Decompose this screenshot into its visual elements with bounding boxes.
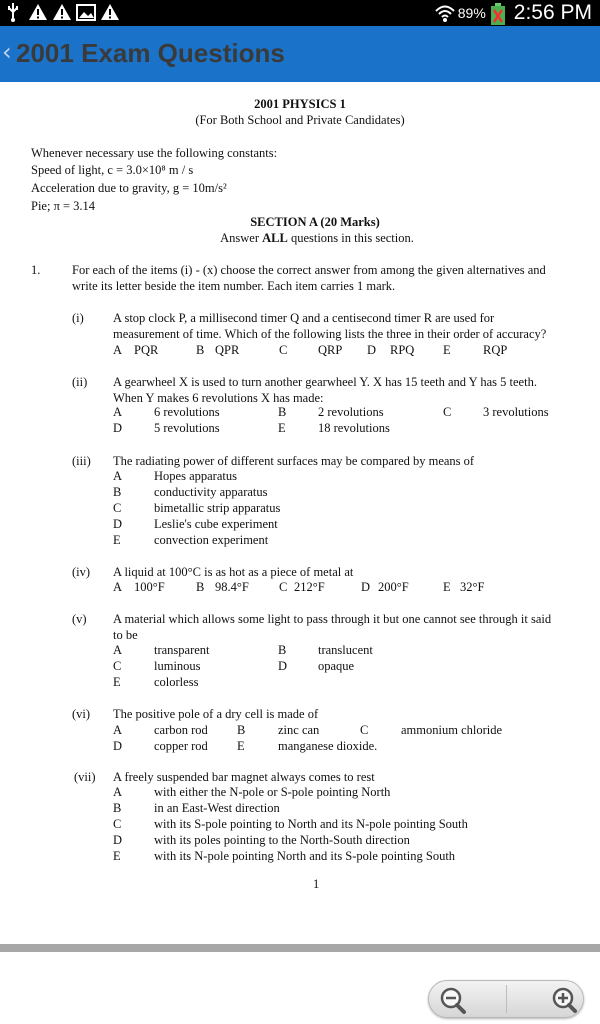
item-text: to be [113,628,138,642]
option-letter: B [196,580,205,594]
question-number: 1. [31,263,41,277]
usb-icon [4,2,22,22]
option-text: RQP [483,343,508,357]
option-text: PQR [134,343,159,357]
option-letter: C [443,405,452,419]
item-text: A material which allows some light to pass through it but one cannot see through it said [113,612,552,626]
option-letter: C [360,723,369,737]
option-text: manganese dioxide. [278,739,378,753]
warning-icon [100,2,118,22]
option-letter: B [113,801,122,815]
question-intro-line: write its letter beside the item number. Each item carries 1 mark. [72,279,396,293]
option-letter: C [279,580,288,594]
constant-gravity: Acceleration due to gravity, g = 10m/s² [31,181,227,195]
option-text: 3 revolutions [483,405,549,419]
clock: 2:56 PM [513,1,592,24]
option-text: 5 revolutions [154,421,220,435]
page-title[interactable]: 2001 Exam Questions [16,38,285,68]
option-text: QPR [215,343,240,357]
item-number: (vi) [72,707,91,721]
option-letter: D [113,833,123,847]
option-letter: D [113,739,123,753]
item-text: measurement of time. Which of the following lists the three in their order of accuracy? [113,327,547,341]
option-text: 2 revolutions [318,405,384,419]
option-text: RPQ [390,343,415,357]
option-text: with either the N-pole or S-pole pointing North [154,785,391,799]
option-text: Leslie's cube experiment [154,517,278,531]
warning-icon [52,2,70,22]
option-letter: D [278,659,288,673]
option-text: bimetallic strip apparatus [154,501,281,515]
option-letter: C [113,817,122,831]
doc-subheading: (For Both School and Private Candidates) [195,113,405,127]
option-text: 100°F [134,580,165,594]
item-text: When Y makes 6 revolutions X has made: [113,391,324,405]
item-text: A freely suspended bar magnet always comes to rest [113,770,375,784]
option-text: colorless [154,675,199,689]
constant-pie: Pie; π = 3.14 [31,199,96,213]
option-text: QRP [318,343,343,357]
option-letter: B [196,343,205,357]
option-text: 18 revolutions [318,421,390,435]
item-text: A gearwheel X is used to turn another gearwheel Y. X has 15 teeth and Y has 5 teeth. [113,375,537,389]
option-text: 32°F [460,580,485,594]
option-letter: E [278,421,286,435]
option-text: ammonium chloride [401,723,503,737]
option-letter: C [113,501,122,515]
item-number: (v) [72,612,87,626]
option-letter: E [443,580,451,594]
zoom-out-icon [429,981,507,1017]
option-letter: B [113,485,122,499]
zoom-in-button[interactable] [507,981,585,1017]
option-letter: D [361,580,371,594]
page-number: 1 [313,877,320,891]
option-text: conductivity apparatus [154,485,268,499]
option-letter: B [278,405,287,419]
wifi-icon [435,3,453,23]
option-letter: A [113,723,123,737]
option-letter: E [237,739,245,753]
item-number: (iii) [72,454,91,468]
item-number: (iv) [72,565,91,579]
option-letter: A [113,343,123,357]
option-text: luminous [154,659,201,673]
zoom-out-button[interactable] [429,981,507,1017]
constants-intro: Whenever necessary use the following constants: [31,146,278,160]
option-letter: C [113,659,122,673]
option-text: with its poles pointing to the North-South direction [154,833,410,847]
warning-icon [28,2,46,22]
battery-icon [491,3,509,23]
notification-icons [4,2,118,22]
option-letter: E [443,343,451,357]
option-text: with its S-pole pointing to North and its N-pole pointing South [154,817,468,831]
question-intro-line: For each of the items (i) - (x) choose the correct answer from among the given alternatives and [72,263,546,277]
item-number: (ii) [72,375,88,389]
option-letter: A [113,643,123,657]
item-number: (i) [72,311,84,325]
option-letter: E [113,675,121,689]
item-text: A liquid at 100°C is as hot as a piece of metal at [113,565,354,579]
option-text: translucent [318,643,373,657]
battery-percentage: 89% [457,5,486,21]
item-text: A stop clock P, a millisecond timer Q and a centisecond timer R are used for [113,311,495,325]
option-text: opaque [318,659,355,673]
item-number: (vii) [74,770,96,784]
option-text: 6 revolutions [154,405,220,419]
option-letter: E [113,533,121,547]
option-text: with its N-pole pointing North and its S-pole pointing South [154,849,456,863]
constant-speed-of-light: Speed of light, c = 3.0×10⁸ m / s [31,163,194,177]
image-icon [76,2,94,22]
option-letter: E [113,849,121,863]
option-text: copper rod [154,739,208,753]
option-letter: C [279,343,288,357]
option-letter: A [113,580,123,594]
option-letter: A [113,405,123,419]
zoom-controls [428,980,584,1018]
section-title: SECTION A (20 Marks) [250,215,380,229]
item-text: The radiating power of different surfaces may be compared by means of [113,454,475,468]
option-letter: A [113,469,123,483]
option-text: Hopes apparatus [154,469,237,483]
option-letter: B [278,643,287,657]
option-text: zinc can [278,723,320,737]
zoom-in-icon [507,981,585,1017]
option-letter: A [113,785,123,799]
section-instruction: Answer ALL questions in this section. [220,231,414,245]
option-text: convection experiment [154,533,269,547]
option-letter: D [113,421,123,435]
back-chevron-icon[interactable]: ‹ [2,38,12,66]
status-bar [0,0,600,26]
item-text: The positive pole of a dry cell is made of [113,707,319,721]
option-text: 200°F [378,580,409,594]
option-text: 98.4°F [215,580,249,594]
option-letter: D [367,343,377,357]
page-separator [0,944,600,952]
system-status [435,1,592,25]
app-bar [0,26,600,82]
option-letter: D [113,517,123,531]
doc-heading: 2001 PHYSICS 1 [254,97,346,111]
document-page[interactable] [0,82,600,940]
option-text: carbon rod [154,723,208,737]
option-letter: B [237,723,246,737]
option-text: transparent [154,643,210,657]
option-text: in an East-West direction [154,801,280,815]
option-text: 212°F [294,580,325,594]
